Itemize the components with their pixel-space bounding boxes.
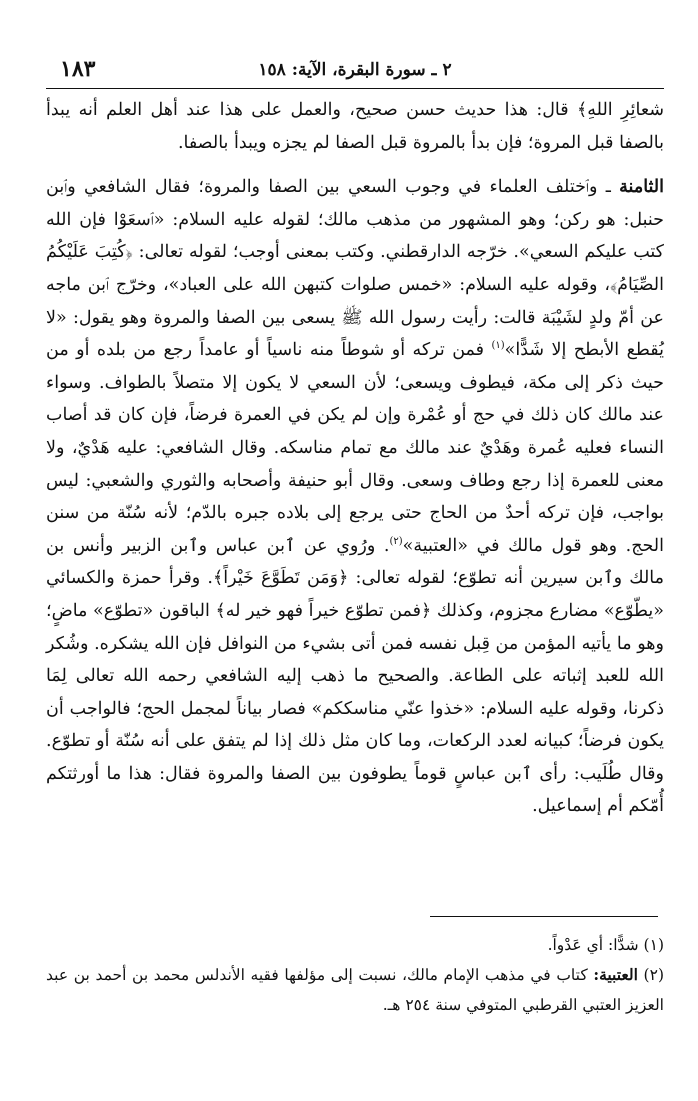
footnote-term: العتبية:	[593, 965, 638, 984]
footnote-ref-2: (٢)	[389, 535, 403, 547]
footnote-ref-1: (١)	[491, 340, 505, 352]
text-run: . وقرأ حمزة والكسائي «يطّوّع» مضارع مجزوم، وكذلك	[46, 568, 664, 621]
main-text	[46, 94, 664, 823]
quran-quote: ﴿كُتِبَ عَلَيْكُمُ الصِّيَامُ﴾	[46, 242, 664, 295]
quran-quote: ﴿وَمَن تَطَوَّعَ خَيْراً﴾	[212, 568, 349, 589]
paragraph-1: شعائِرِ اللهِ﴾ قال: هذا حديث حسن صحيح، والعمل على هذا عند أهل العلم أنه يبدأ بالصفا قبل المروة؛ فإن بدأ بالمروة قبل الصفا لم يجزه ويبدأ بالصفا.	[46, 100, 664, 153]
text-run: الباقون «تطوّع» ماضٍ؛ وهو ما يأتيه المؤمن من قِبل نفسه فمن أتى بشيء من النوافل فإن الله يشكره. وشُكر الله للعبد إثباته على الطاعة. والصحيح ما ذهب إليه الشافعي رحمه الله تعالى لِمَا ذكرنا، وقوله عليه السلام: «خذوا عنّي مناسككم» فصار بياناً لمجمل الحج؛ فالواجب أن يكون فرضاً؛ كبيانه لعدد الركعات، وما كان مثل ذلك إذا لم يتفق على أنه سُنّة أو تطوّع. وقال طُلَيب: رأى ٱبن عباسٍ قوماً يطوفون بين الصفا والمروة فقال: هذا ما أورثتكم أُمّكم أم إسماعيل.	[46, 600, 664, 817]
text-run: . ورُوي عن ٱبن عباس وٱبن الزبير وأنس بن مالك وٱبن سيرين أنه تطوّع؛ لقوله تعالى:	[46, 535, 665, 589]
text-run: ـ وٱختلف العلماء في وجوب السعي بين الصفا والمروة؛ فقال الشافعي وٱبن حنبل: هو ركن؛ وهو المشهور من مذهب مالك؛ لقوله عليه السلام: «ٱسعَوْا فإن الله كتب عليكم السعي». خرّجه الدارقطني. وكتب بمعنى أوجب؛ لقوله تعالى:	[46, 177, 664, 263]
footnote-text: كتاب في مذهب الإمام مالك، نسبت إلى مؤلفها فقيه الأندلس محمد بن أحمد بن عبد العزيز العتبي القرطبي المتوفي سنة ٢٥٤ هـ.	[46, 966, 664, 1014]
footnote-1: (١) شدًّا: أي عَدْواً.	[547, 936, 664, 954]
footnote-divider	[430, 916, 658, 917]
footnote-number: (٢)	[637, 966, 664, 984]
footnotes	[46, 930, 664, 1020]
page-header	[46, 48, 664, 89]
quran-quote: ﴿فمن تطوّع خيراً فهو خير له﴾	[215, 600, 432, 621]
paragraph-2	[46, 171, 664, 823]
footnote-2	[46, 960, 664, 1020]
text-run: ، وقوله عليه السلام: «خمس صلوات كتبهن الله على العباد»، وخرّج ٱبن ماجه عن أمّ ولدٍ لشَيْبَة قالت: رأيت رسول الله ﷺ يسعى بين الصفا والمروة وهو يقول: «لا يُقطع الأبطح إلا شَدًّا»	[46, 274, 664, 361]
section-label: الثامنة	[619, 177, 664, 198]
running-title: ٢ ـ سورة البقرة، الآية: ١٥٨	[258, 60, 452, 80]
text-run: فمن تركه أو شوطاً منه ناسياً أو عامداً رجع من بلده أو من حيث ذكر إلى مكة، فيطوف ويسعى؛ لأن السعي لا يكون إلا متصلاً بالطواف. وسواء عند مالك كان ذلك في حج أو عُمْرة وإن لم يكن في العمرة فرضاً، فإن كان قد أصاب النساء فعليه عُمرة وهَدْيٌ عند مالك مع تمام مناسكه. وقال الشافعي: عليه هَدْيٌ، ولا معنى للعمرة إذا رجع وطاف وسعى. وقال أبو حنيفة وأصحابه والثوري والشعبي: ليس بواجب، فإن تركه أحدٌ من الحاج حتى يرجع إلى بلاده جبره بالدّم؛ لأنه سُنّة من سنن الحج. وهو قول مالك في «العتبية»	[46, 340, 664, 556]
page-number: ١٨٣	[60, 56, 96, 82]
